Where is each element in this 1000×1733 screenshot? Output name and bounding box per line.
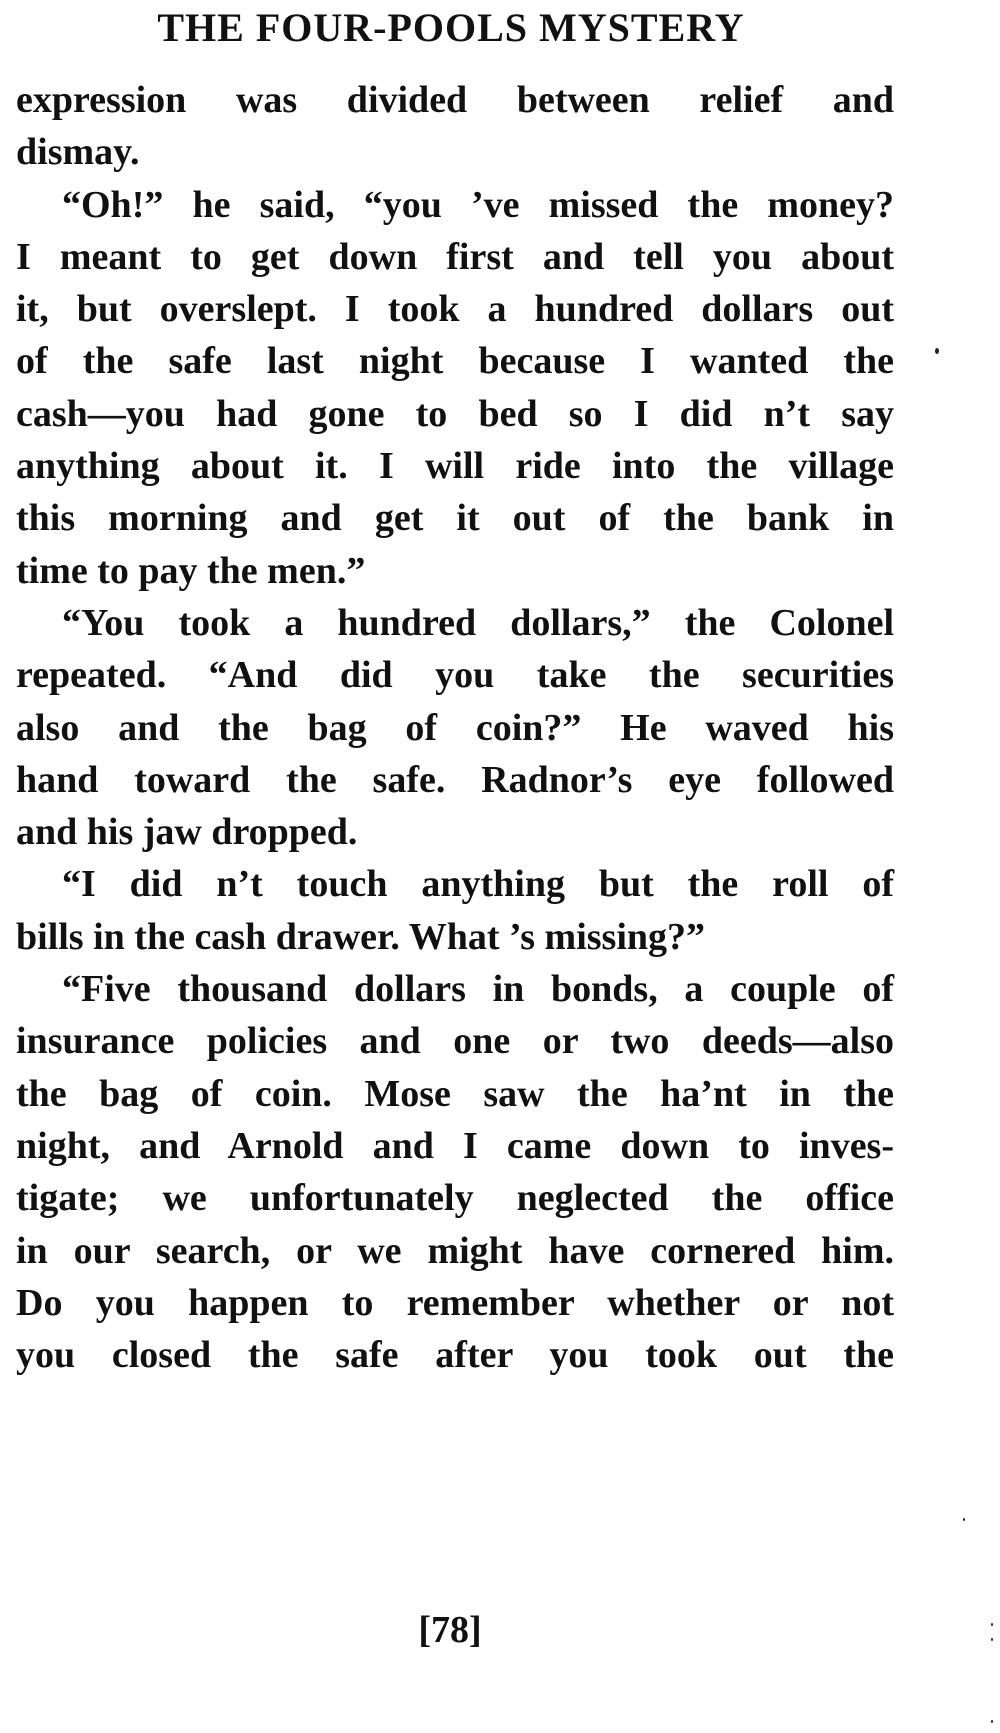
text-line: night, and Arnold and I came down to inves-: [16, 1124, 894, 1167]
body-text: [16, 74, 894, 1381]
text-line: “Oh!” he said, “you ’ve missed the money?: [62, 183, 894, 226]
text-line: “I did n’t touch anything but the roll of: [62, 863, 894, 906]
text-line: the bag of coin. Mose saw the ha’nt in the: [16, 1072, 894, 1115]
scan-speck: [991, 1638, 993, 1641]
scan-speck: [991, 1720, 993, 1723]
text-line: tigate; we unfortunately neglected the office: [16, 1177, 894, 1220]
text-line: time to pay the men.”: [16, 549, 366, 592]
text-line: “You took a hundred dollars,” the Colonel: [62, 601, 894, 644]
text-line: expression was divided between relief and: [16, 79, 894, 121]
text-line: this morning and get it out of the bank in: [16, 497, 894, 540]
text-line: of the safe last night because I wanted the: [16, 340, 894, 383]
text-line: dismay.: [16, 131, 140, 174]
text-line: “Five thousand dollars in bonds, a couple of: [62, 968, 894, 1011]
text-line: Do you happen to remember whether or not: [16, 1281, 894, 1324]
text-line: cash—you had gone to bed so I did n’t say: [16, 392, 894, 435]
text-line: insurance policies and one or two deeds—also: [16, 1020, 894, 1063]
text-line: and his jaw dropped.: [16, 811, 358, 854]
text-line: it, but overslept. I took a hundred dollars out: [16, 288, 894, 331]
scan-speck: [935, 348, 939, 354]
text-line: hand toward the safe. Radnor’s eye followed: [16, 758, 894, 801]
text-line: anything about it. I will ride into the village: [16, 445, 894, 488]
text-line: you closed the safe after you took out the: [16, 1334, 894, 1377]
text-line: repeated. “And did you take the securities: [16, 654, 894, 697]
page-number: [78]: [418, 1609, 482, 1651]
text-line: also and the bag of coin?” He waved his: [16, 706, 894, 749]
scan-speck: [991, 1623, 993, 1626]
text-line: bills in the cash drawer. What ’s missing?”: [16, 915, 706, 958]
running-head: THE FOUR-POOLS MYSTERY: [157, 5, 745, 50]
text-line: in our search, or we might have cornered him.: [16, 1229, 894, 1272]
text-line: I meant to get down first and tell you about: [16, 235, 894, 278]
scan-speck: [963, 1518, 965, 1521]
